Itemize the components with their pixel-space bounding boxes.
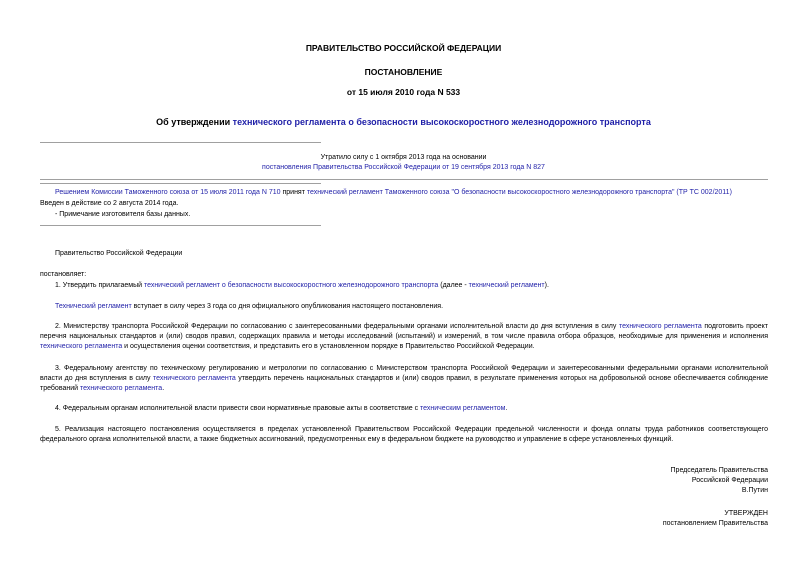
divider-line [40, 183, 321, 184]
p4-text: . [505, 405, 508, 412]
p1-text: 1. Утвердить прилагаемый [55, 282, 144, 289]
approved-by: постановлением Правительства [662, 520, 768, 528]
customs-regulation-link[interactable]: технический регламент Таможенного союза "О безопасности высокоскоростного железнодорожного транспорта" (ТР ТС 002/2011) [306, 189, 732, 196]
p2-text: и осуществления оценки соответствия, и представить его в установленном порядке в Правительство Российской Федерации. [122, 343, 535, 351]
note-effective-date: Введен в действие со 2 августа 2014 года. [40, 200, 179, 207]
p3-text: утвердить перечень национальных стандартов и (или) сводов правил, в результате применения которых на добровольной основе обеспечивается соблюдение требований [40, 375, 768, 393]
note-manufacturer: - Примечание изготовителя базы данных. [55, 211, 191, 218]
p4-regulation-link[interactable]: техническим регламентом [420, 405, 506, 412]
government-rf-text: Правительство Российской Федерации [55, 250, 183, 257]
repeal-decree-link[interactable]: постановления Правительства Российской Федерации от 19 сентября 2013 года N 827 [262, 164, 545, 172]
p1-regulation-link-2[interactable]: технический регламент [468, 282, 545, 289]
approval-block [568, 509, 768, 529]
paragraph-1 [40, 281, 768, 291]
paragraph-4 [40, 404, 768, 414]
paragraph-2 [40, 322, 768, 352]
signature-name: В.Путин [741, 487, 768, 495]
title-regulation-link[interactable]: технического регламента о безопасности высокоскоростного железнодорожного транспорта [232, 117, 651, 127]
divider-line [40, 142, 321, 143]
p1s-regulation-link[interactable]: Технический регламент [55, 303, 132, 310]
document-type-heading: ПОСТАНОВЛЕНИЕ [364, 67, 443, 77]
paragraph-3 [40, 364, 768, 394]
p4-text: 4. Федеральным органам исполнительной власти привести свои нормативные правовые акты в соответствие с [55, 405, 421, 412]
title-prefix: Об утверждении [156, 117, 233, 127]
divider-line [40, 179, 768, 180]
approved-label: УТВЕРЖДЕН [724, 510, 768, 517]
p2-regulation-link-2[interactable]: технического регламента [40, 343, 123, 351]
status-note [0, 153, 807, 173]
government-heading: ПРАВИТЕЛЬСТВО РОССИЙСКОЙ ФЕДЕРАЦИИ [305, 43, 502, 53]
document-date-number: от 15 июля 2010 года N 533 [346, 87, 461, 97]
p1-text: (далее - [438, 282, 469, 289]
signature-block [568, 466, 768, 496]
paragraph-1-effect [40, 302, 768, 312]
p3-text: 3. Федеральному агентству по техническому регулированию и метрологии по согласованию с Министерством транспорта Российской Федерации и заинтересованными федеральными органами исполнительной власти до дня вступления в силу [40, 365, 768, 383]
database-note [40, 188, 768, 198]
p3-regulation-link-2[interactable]: технического регламента [79, 385, 163, 393]
status-line: Утратило силу с 1 октября 2013 года на основании [320, 154, 487, 161]
p1-text: ). [544, 282, 549, 289]
customs-decision-link[interactable]: Решением Комиссии Таможенного союза от 15 июля 2011 года N 710 [55, 189, 281, 196]
p1-regulation-link[interactable]: технический регламент о безопасности высокоскоростного железнодорожного транспорта [143, 282, 439, 289]
p2-text: подготовить проект перечня национальных стандартов и (или) сводов правил, содержащих правила и методы исследований (испытаний) и измерений, в том числе правила отбора образцов, необходимые для применения и исполнения [40, 323, 769, 341]
note-text: принят [280, 189, 307, 196]
paragraph-5: 5. Реализация настоящего постановления осуществляется в пределах установленной Правительством Российской Федерации предельной численности и фонда оплаты труда работников соответствующего федерального органа исполнительной власти, а также бюджетных ассигнований, предусмотренных ему в федеральном бюджете на руководство и управление в сфере установленных функций. [40, 426, 768, 444]
p2-text: 2. Министерству транспорта Российской Федерации по согласованию с заинтересованными федеральными органами исполнительной власти до дня вступления в силу [55, 323, 619, 330]
decrees-text: постановляет: [40, 271, 87, 278]
p1s-text: вступает в силу через 3 года со дня официального опубликования настоящего постановления. [131, 303, 444, 310]
document-title [0, 116, 807, 129]
signature-position: Председатель Правительства [670, 467, 768, 474]
p3-text: . [162, 385, 165, 393]
divider-line [40, 225, 321, 226]
signature-country: Российской Федерации [691, 477, 768, 485]
p2-regulation-link[interactable]: технического регламента [618, 323, 702, 330]
p3-regulation-link[interactable]: технического регламента [152, 375, 236, 383]
